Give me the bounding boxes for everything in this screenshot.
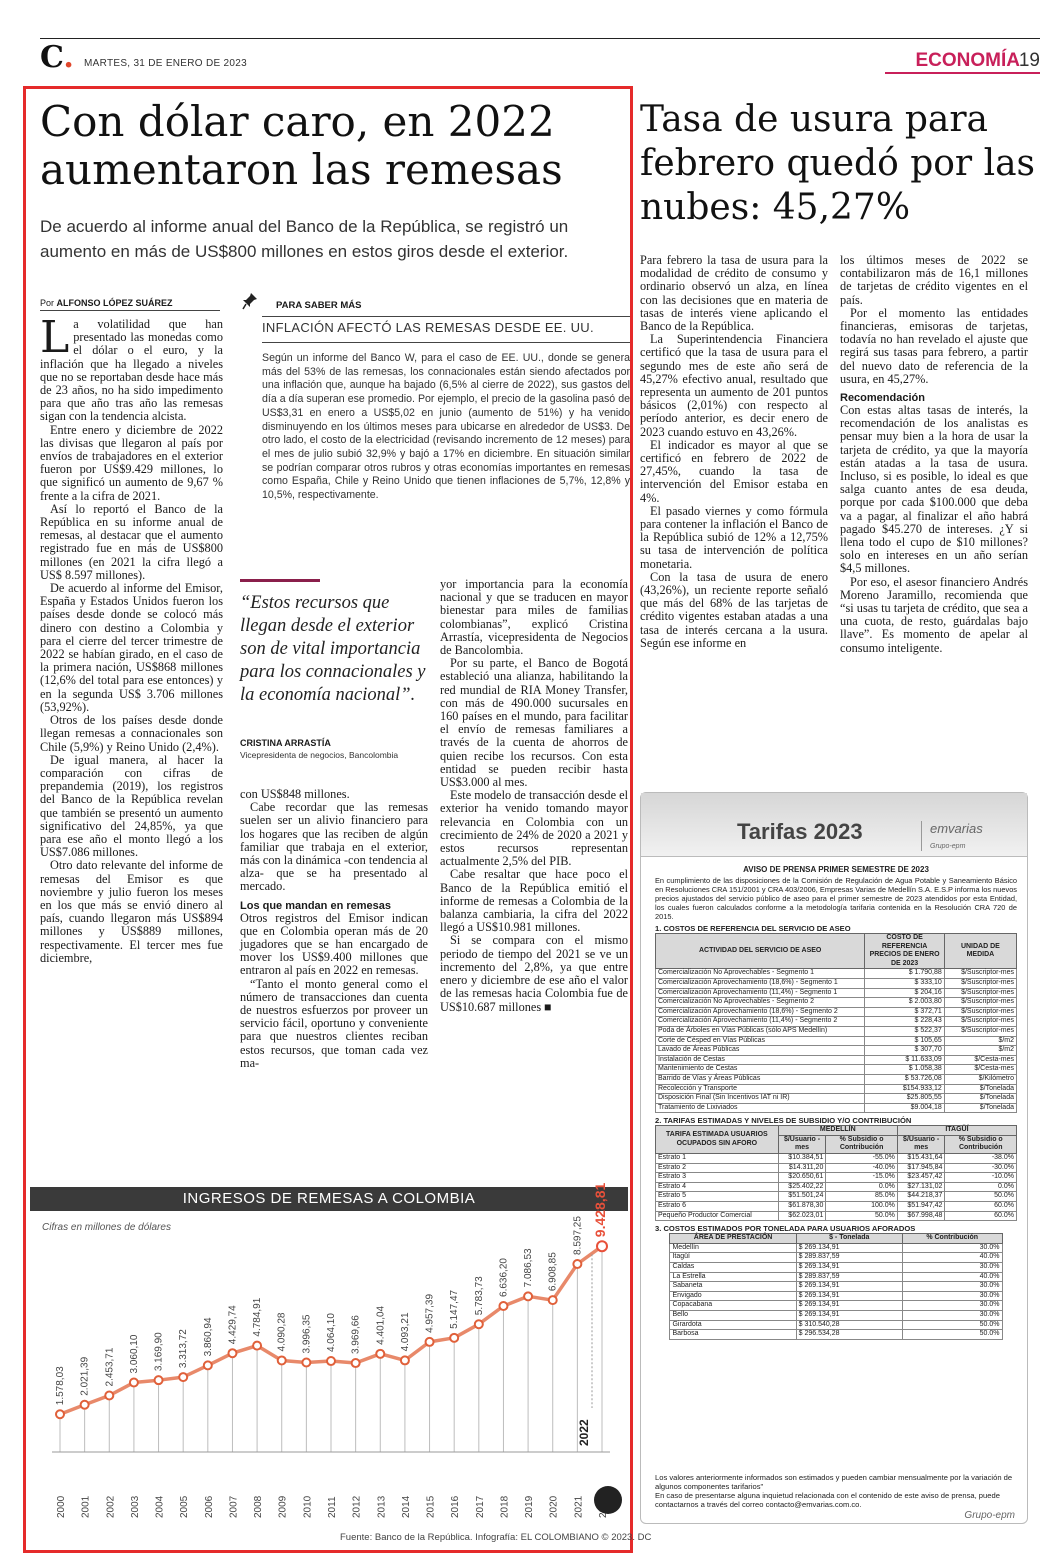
table-cell: -40.0% <box>826 1163 898 1173</box>
table-cell: 40.0% <box>902 1272 1002 1282</box>
table-cell: $25.402,22 <box>778 1182 826 1192</box>
main-column-3: yor importancia para la economía nacional y que se traducen en mayor bienestar para miles de familias colombianas”, explicó Cristina Arrastía, vicepresidenta de Negocios de Bancolombia. Por su parte, el Banco de Bogotá estableció una alianza, habilitando la red mundial de RIA Money Transfer, con más de 490.000 sucursales en 160 países en el mundo, para facilitar el envío de remesas familiares a través de la cuenta de ahorros de quien recibe los recursos. Con esta entidad se pueden recibir hasta US$3.000 al mes. Este modelo de transacción desde el exterior ha venido tomando mayor relevancia en Colombia con un crecimiento de 24% de 2020 a 2021 y estos recursos representan actualmente 2,5% del PIB. Cabe resaltar que hace poco el Banco de la República emitió el informe de remesas a Colombia de la balanza cambiaria, la cifra del 2022 llegó a US$10.981 millones. Si se compara con el mismo periodo de tiempo del 2021 se ve un incremento del 2,8%, ya que entre enero y diciembre de ese año el valor de las remesas hacia Colombia fue de US$10.687 millones ■ <box>440 577 628 1014</box>
table-cell: -55.0% <box>826 1154 898 1164</box>
table-cell: 50.0% <box>826 1211 898 1221</box>
table-row <box>670 1282 1002 1292</box>
main-lead: De acuerdo al informe anual del Banco de la República, se registró un aumento en más de US$800 millones en estos giros desde el exterior. <box>40 217 569 261</box>
data-label: 2.453,71 <box>104 1347 116 1387</box>
table-cell: Pequeño Productor Comercial <box>656 1211 779 1221</box>
quote-author: CRISTINA ARRASTÍA <box>240 738 331 748</box>
table-row <box>656 998 1017 1008</box>
pushpin-icon <box>242 292 258 310</box>
table-cell: -30.0% <box>945 1163 1017 1173</box>
side-column-2: los últimos meses de 2022 se contabilizaron más de 16,1 millones de tarjetas de crédito vigentes en el país. Por el momento las entidades financieras, emisoras de tarjetas, todavía no han revelado el ajuste que regirá sus tasas para febrero, a partir del nuevo dato de referencia de la usura, en 45,27%. Recomendación Con estas altas tasas de interés, la recomendación de los analistas es pensar muy bien a la hora de usar la tarjeta de crédito, ya que la mayoría están atadas a la tasa de usura. Incluso, si es posible, lo ideal es que salga cuanto antes de esa deuda, porque por cada $100.000 que deba va a pagar, al finalizar el año habrá pagado $45.270 de intereses. ¿Y si llena todo el cupo de $10 millones? solo en intereses en un año serían $4,5 millones. Por eso, el asesor financiero Andrés Moreno Jaramillo, recomienda que “si usas tu tarjeta de crédito, que sea a una cuota, de resto, guárdalas bajo llave”. Es momento de apelar al consumo inteligente. <box>840 253 1028 655</box>
table-row <box>656 1103 1017 1113</box>
data-point <box>81 1401 89 1409</box>
data-point <box>475 1320 483 1328</box>
table-cell: Tratamiento de Lixiviados <box>656 1103 865 1113</box>
table-cell: Comercialización No Aprovechables - Segmento 2 <box>656 998 865 1008</box>
chart-subtitle: Cifras en millones de dólares <box>42 1222 171 1233</box>
table-row <box>656 988 1017 998</box>
data-label: 7.086,53 <box>523 1248 535 1288</box>
table-cell: -10.0% <box>945 1173 1017 1183</box>
table-cell: $/Suscriptor-mes <box>944 1007 1016 1017</box>
data-point <box>105 1391 113 1399</box>
data-point <box>573 1260 581 1268</box>
table-cell: Copacabana <box>670 1301 796 1311</box>
ad-section-1-title: 1. COSTOS DE REFERENCIA DEL SERVICIO DE ASEO <box>655 924 851 933</box>
main-headline: Con dólar caro, en 2022 aumentaron las remesas <box>40 97 563 194</box>
x-tick-label: 2003 <box>129 1495 141 1518</box>
table-cell: $61.878,30 <box>778 1202 826 1212</box>
table-cell: Comercialización Aprovechamiento (11,4%) - Segmento 2 <box>656 1017 865 1027</box>
table-cell: Instalación de Cestas <box>656 1055 865 1065</box>
table-cell: $ 522,37 <box>865 1026 944 1036</box>
subhead-recomendacion: Recomendación <box>840 392 925 405</box>
ad-body <box>655 865 1017 1340</box>
table-cell: $ 1.058,38 <box>865 1065 944 1075</box>
info-box-label: PARA SABER MÁS <box>276 300 362 311</box>
table-cell: $/Tonelada <box>944 1094 1016 1104</box>
table-row <box>656 1211 1017 1221</box>
table-row <box>656 1017 1017 1027</box>
data-point <box>401 1356 409 1364</box>
table-cell: $/Kilómetro <box>944 1074 1016 1084</box>
data-label: 4.093,21 <box>399 1312 411 1352</box>
table-cell: 30.0% <box>902 1291 1002 1301</box>
table-row <box>670 1330 1002 1340</box>
table-cell: $ 1.790,88 <box>865 969 944 979</box>
table-cell: $/Suscriptor-mes <box>944 1017 1016 1027</box>
data-point <box>130 1379 138 1387</box>
x-tick-label: 2008 <box>253 1495 265 1518</box>
issue-date: MARTES, 31 DE ENERO DE 2023 <box>84 58 247 69</box>
x-tick-label: 2001 <box>80 1495 92 1518</box>
table-cell: $154.933,12 <box>865 1084 944 1094</box>
x-tick-label: 2020 <box>548 1495 560 1518</box>
table-row <box>656 1074 1017 1084</box>
table-row <box>656 1192 1017 1202</box>
table-cell: 30.0% <box>902 1282 1002 1292</box>
data-label: 2.021,39 <box>79 1356 91 1396</box>
x-tick-label: 2007 <box>228 1495 240 1518</box>
quote-author-role: Vicepresidenta de negocios, Bancolombia <box>240 750 399 760</box>
data-label: 4.957,39 <box>424 1293 436 1333</box>
quote-rule <box>240 579 320 582</box>
table-cell: $ 53.726,08 <box>865 1074 944 1084</box>
table-cell: 0.0% <box>826 1182 898 1192</box>
table-cell: $/Suscriptor-mes <box>944 969 1016 979</box>
x-tick-label: 2017 <box>474 1495 486 1518</box>
chart-title: INGRESOS DE REMESAS A COLOMBIA <box>30 1187 628 1211</box>
table-cell: $ 105,65 <box>865 1036 944 1046</box>
table-cell: $27.131,02 <box>897 1182 945 1192</box>
table-cell: Comercialización No Aprovechables - Segmento 1 <box>656 969 865 979</box>
x-tick-label: 2014 <box>400 1495 412 1518</box>
table-row <box>656 1065 1017 1075</box>
table-row <box>670 1243 1002 1253</box>
table-cell: Bello <box>670 1310 796 1320</box>
table-cell: $51.947,42 <box>897 1202 945 1212</box>
table-cell: $ 204,16 <box>865 988 944 998</box>
table-row <box>656 1202 1017 1212</box>
table-cell: $ 269.134,91 <box>796 1291 902 1301</box>
table-row <box>670 1291 1002 1301</box>
data-point <box>426 1338 434 1346</box>
table-cell: $ 296.534,28 <box>796 1330 902 1340</box>
table-row <box>656 1154 1017 1164</box>
x-tick-label: 2006 <box>203 1495 215 1518</box>
table-cell: Estrato 4 <box>656 1182 779 1192</box>
side-headline: Tasa de usura para febrero quedó por las nubes: 45,27% <box>640 99 1036 228</box>
data-point <box>376 1350 384 1358</box>
table-cell: 30.0% <box>902 1263 1002 1273</box>
data-point <box>597 1241 607 1251</box>
table-cell: 30.0% <box>902 1243 1002 1253</box>
data-label: 4.429,74 <box>227 1305 239 1345</box>
table-cell: 30.0% <box>902 1310 1002 1320</box>
data-label: 4.090,28 <box>276 1312 288 1352</box>
table-cell: Girardota <box>670 1320 796 1330</box>
table-cell: $/Tonelada <box>944 1103 1016 1113</box>
table-row <box>656 1163 1017 1173</box>
x-tick-label: 2016 <box>450 1495 462 1518</box>
x-tick-label: 2015 <box>425 1495 437 1518</box>
data-label: 4.064,10 <box>326 1313 337 1353</box>
pull-quote: “Estos recursos que llegan desde el exterior son de vital importancia para los connacionales y la economía nacional”. <box>240 593 426 705</box>
main-column-2: con US$848 millones. Cabe recordar que las remesas suelen ser un alivio financiero para los hogares que las reciben de algún familiar que trabaja en el exterior, más con la dinámica -con tendencia al alza- que se ha presentado al mercado. Los que mandan en remesas Otros registros del Emisor indican que en Colombia operan más de 20 jugadores que se han encargado de mover los US$9.400 millones que entraron al país en 2022 en remesas. “Tanto el monto general como el número de transacciones dan cuenta de nuestros esfuerzos por proveer un servicio fácil, oportuno y conveniente para que nuestros clientes reciban estos recursos, que toman cada vez ma- <box>240 787 428 1070</box>
table-cell: Recolección y Transporte <box>656 1084 865 1094</box>
main-column-1: La volatilidad que han presentado las monedas como el dólar o el euro, y la inflación que ha llegado a niveles que no se reportaban desde hace más de 23 años, no ha sido impedimento para que año tras año las remesas sigan con la tendencia alcista. Entre enero y diciembre de 2022 las divisas que llegaron al país por envíos de trabajadores en el exterior fueron por US$9.429 millones, lo que significó un aumento de 9,67 % frente a la cifra de 2021. Así lo reportó el Banco de la República en su informe anual de remesas, al destacar que el aumento registrado fue en más de US$800 millones (en 2021 la cifra llegó a US$ 8.597 millones). De acuerdo al informe del Emisor, España y Estados Unidos fueron los países desde donde se colocó más dinero con destino a Colombia y para el cierre del tercer trimestre de 2022 se habían girado, en el caso de la primera nación, US$868 millones (12,6% del total para ese entonces) y en la segunda US$ 3.706 millones (53,92%). Otros de los países desde donde llegan remesas a connacionales son Chile (5,9%) y Reino Unido (2,4%). De igual manera, al hacer la comparación con cifras de prepandemia (2019), los registros del Banco de la República revelan que también se presentó un aumento significativo del 24,85%, ya que para ese año el monto llegó a los US$7.086 millones. Otro dato relevante del informe de remesas del Emisor es que noviembre y julio fueron los meses en los que más se envió dinero al país, cuando llegaron más US$894 millones y US$889 millones, respectivamente. El tercer mes fue diciembre, <box>40 312 223 965</box>
table-cell: Corte de Césped en Vías Públicas <box>656 1036 865 1046</box>
table-cell: $ 333,10 <box>865 978 944 988</box>
data-point <box>228 1349 236 1357</box>
table-cell: 30.0% <box>902 1301 1002 1311</box>
table-cell: 100.0% <box>826 1202 898 1212</box>
table-cell: Medellín <box>670 1243 796 1253</box>
data-label: 9.428,81 <box>592 1182 608 1238</box>
ad-footer: Los valores anteriormente informados son estimados y pueden cambiar mensualmente por la variación de algunos componentes tarifarios" En caso de presentarse alguna inquietud relacionada con el contenido de este aviso de prensa, puede contactarnos a través del correo contacto@emvarias.com.co. <box>655 1473 1013 1509</box>
data-label: 1.578,03 <box>55 1366 66 1406</box>
table-cell: Estrato 6 <box>656 1202 779 1212</box>
highlight-year-label: 2022 <box>577 1419 591 1446</box>
table-row <box>656 1036 1017 1046</box>
group-logo: Grupo-epm <box>964 1510 1015 1521</box>
table-row <box>656 969 1017 979</box>
table-cell: Estrato 3 <box>656 1173 779 1183</box>
table-cell: $ 2.003,80 <box>865 998 944 1008</box>
table-cell: $ 307,70 <box>865 1046 944 1056</box>
ad-intro: En cumplimiento de las disposiciones de la Comisión de Regulación de Agua Potable y Saneamiento Básico en Resoluciones CRA 151/2001 y CRA 403/2006, Empresas Varias de Medellín S.A. E.S.P informa los nuevos precios ajustados del servicio público de aseo para el primer semestre de 2023 atendidos por esta Entidad, los cuales fueron calculados conforme a la metodología tarifaria contenida en la Resolución CRA 720 de 2015. <box>655 876 1017 921</box>
table-cell: $10.384,51 <box>778 1154 826 1164</box>
x-tick-label: 2005 <box>179 1495 191 1518</box>
x-tick-label: 2012 <box>351 1495 363 1518</box>
table-row <box>670 1310 1002 1320</box>
table-cell: Estrato 2 <box>656 1163 779 1173</box>
x-tick-label: 2018 <box>499 1495 511 1518</box>
data-point <box>204 1361 212 1369</box>
table-cell: 50.0% <box>902 1320 1002 1330</box>
ad-section-2-title: 2. TARIFAS ESTIMADAS Y NIVELES DE SUBSIDIO Y/O CONTRIBUCIÓN <box>655 1116 912 1126</box>
table-cell: $ 269.134,91 <box>796 1243 902 1253</box>
table-cell: $ 310.540,28 <box>796 1320 902 1330</box>
table-cell: $23.457,42 <box>897 1173 945 1183</box>
table-cell: $ 269.134,91 <box>796 1263 902 1273</box>
table-cell: $ 269.134,91 <box>796 1310 902 1320</box>
table-row <box>670 1272 1002 1282</box>
x-tick-label: 2013 <box>376 1495 388 1518</box>
info-box-rule-top <box>262 316 630 317</box>
data-point <box>302 1358 310 1366</box>
table-cell: $/Suscriptor-mes <box>944 1026 1016 1036</box>
x-tick-label: 2011 <box>327 1496 338 1518</box>
drop-cap: L <box>40 312 70 363</box>
table-cell: Caldas <box>670 1263 796 1273</box>
x-tick-label: 2002 <box>105 1495 117 1518</box>
data-label: 8.597,25 <box>572 1216 584 1256</box>
table-cell: 40.0% <box>902 1253 1002 1263</box>
table-cell: -15.0% <box>826 1173 898 1183</box>
table-cell: $/Suscriptor-mes <box>944 998 1016 1008</box>
table-cell: $/Cesta-mes <box>944 1065 1016 1075</box>
table-cell: $67.998,48 <box>897 1211 945 1221</box>
table-cell: Estrato 5 <box>656 1192 779 1202</box>
table-cell: $/m2 <box>944 1036 1016 1046</box>
table-cell: $ 269.134,91 <box>796 1301 902 1311</box>
table-row <box>670 1263 1002 1273</box>
subsidy-table: TARIFA ESTIMADA USUARIOS OCUPADOS SIN AFORO MEDELLÍN ITAGÜÍ $/Usuario -mes % Subsidio o Contribución $/Usuario -mes % Subsidio o Contribución Estrato 1 $10.384,51 -55.0% $15.431,64 -38.0% Estrato 2 $14.311,20 -40.0% $17.945,84 -30.0% Estrato 3 $20.650,61 -15.0% $23.457,42 -10.0% Estrato 4 $25.402,22 0.0% $27.131,02 0.0% Estrato 5 $51.501,24 85.0% $44.218,37 50.0% Estrato 6 $61.878,30 100.0% $51.947,42 60.0% Pequeño Productor Comercial $62.023,01 50.0% $67.998,48 60.0% <box>655 1125 1017 1221</box>
table-cell: 85.0% <box>826 1192 898 1202</box>
ad-heading: AVISO DE PRENSA PRIMER SEMESTRE DE 2023 <box>743 865 929 874</box>
table-cell: Lavado de Áreas Públicas <box>656 1046 865 1056</box>
chart-source: Fuente: Banco de la República. Infografía: EL COLOMBIANO © 2023. DC <box>340 1532 652 1543</box>
section-name: ECONOMÍA <box>915 50 1020 71</box>
data-point <box>155 1376 163 1384</box>
data-label: 5.783,73 <box>473 1276 485 1316</box>
x-tick-label: 2004 <box>154 1495 166 1518</box>
top-rule <box>40 38 1040 39</box>
data-label: 6.636,20 <box>498 1258 510 1297</box>
ad-section-3-title: 3. COSTOS ESTIMADOS POR TONELADA PARA USUARIOS AFORADOS <box>655 1224 916 1234</box>
byline-author: ALFONSO LÓPEZ SUÁREZ <box>56 298 173 308</box>
data-label: 6.908,85 <box>547 1252 559 1292</box>
data-point <box>278 1356 286 1364</box>
table-cell: Sabaneta <box>670 1282 796 1292</box>
table-row <box>656 1026 1017 1036</box>
table-cell: Estrato 1 <box>656 1154 779 1164</box>
table-row <box>656 1094 1017 1104</box>
data-label: 4.784,91 <box>252 1297 264 1337</box>
info-box-rule <box>262 342 630 343</box>
table-cell: -38.0% <box>945 1154 1017 1164</box>
table-cell: $ 289.837,59 <box>796 1272 902 1282</box>
table-cell: 0.0% <box>945 1182 1017 1192</box>
table-row <box>656 978 1017 988</box>
data-point <box>179 1373 187 1381</box>
table-cell: Poda de Árboles en Vías Públicas (sólo APS Medellín) <box>656 1026 865 1036</box>
data-label: 3.860,94 <box>202 1317 214 1357</box>
table-row <box>656 1084 1017 1094</box>
info-box-title: INFLACIÓN AFECTÓ LAS REMESAS DESDE EE. UU. <box>262 320 594 335</box>
table-cell: Envigado <box>670 1291 796 1301</box>
table-cell: $ 372,71 <box>865 1007 944 1017</box>
newspaper-logo: C. <box>40 40 74 75</box>
data-label: 3.313,72 <box>178 1329 190 1369</box>
table-cell: $/Suscriptor-mes <box>944 978 1016 988</box>
data-label: 3.996,35 <box>301 1314 313 1354</box>
data-point <box>499 1302 507 1310</box>
data-point <box>56 1410 64 1418</box>
byline-rule <box>40 310 220 311</box>
ad-header <box>641 793 1027 857</box>
side-column-1: Para febrero la tasa de usura para la modalidad de crédito de consumo y ordinario observó un alza, en línea con las decisiones que en materia de tasas de interés viene aplicando el Banco de la República. La Superintendencia Financiera certificó que la tasa de usura para el segundo mes de este año será de 45,27% efectivo anual, resultado que representa un aumento de 201 puntos básicos (2,01%) con respecto al período anterior, es decir enero de 2023 cuando estuvo en 43,26%. El indicador es mayor al que se certificó en febrero de 2022 de 27,45%, cuando la tasa de intervención del Emisor estaba en 4%. El pasado viernes y como fórmula para contener la inflación el Banco de la República subió de 12% a 12,75% su tasa de intervención de política monetaria. Con la tasa de usura de enero (43,26%), un reciente reporte señaló que más del 68% de las tarjetas de crédito vigentes estaban atadas a una tasa de interés cercana a la usura. Según ese informe en <box>640 253 828 650</box>
table-cell: $51.501,24 <box>778 1192 826 1202</box>
data-point <box>327 1357 335 1365</box>
table-cell: 50.0% <box>902 1330 1002 1340</box>
table-cell: Barrido de Vías y Áreas Públicas <box>656 1074 865 1084</box>
table-cell: $/Tonelada <box>944 1084 1016 1094</box>
table-cell: $9.004,18 <box>865 1103 944 1113</box>
table-cell: Mantenimiento de Cestas <box>656 1065 865 1075</box>
table-cell: $/m2 <box>944 1046 1016 1056</box>
x-tick-label: 2000 <box>56 1495 67 1518</box>
table-row <box>670 1253 1002 1263</box>
table-row <box>656 1182 1017 1192</box>
table-row <box>656 1046 1017 1056</box>
table-row <box>670 1301 1002 1311</box>
data-label: 3.969,66 <box>350 1315 362 1355</box>
table-cell: $15.431,64 <box>897 1154 945 1164</box>
table-cell: 50.0% <box>945 1192 1017 1202</box>
table-cell: $25.805,55 <box>865 1094 944 1104</box>
chart-logo <box>594 1486 622 1514</box>
byline: Por ALFONSO LÓPEZ SUÁREZ <box>40 298 173 308</box>
table-cell: La Estrella <box>670 1272 796 1282</box>
ad-title: Tarifas 2023 <box>737 819 863 844</box>
table-cell: Comercialización Aprovechamiento (18,6%) - Segmento 2 <box>656 1007 865 1017</box>
table-cell: $ 11.633,09 <box>865 1055 944 1065</box>
data-point <box>450 1334 458 1342</box>
data-label: 5.147,47 <box>449 1289 461 1329</box>
table-cell: $20.650,61 <box>778 1173 826 1183</box>
x-tick-label: 2010 <box>302 1495 314 1518</box>
table-cell: $/Suscriptor-mes <box>944 988 1016 998</box>
table-cell: $62.023,01 <box>778 1211 826 1221</box>
x-tick-label: 2009 <box>277 1495 289 1518</box>
cost-reference-table: ACTIVIDAD DEL SERVICIO DE ASEO COSTO DE REFERENCIA PRECIOS DE ENERO DE 2023 UNIDAD DE MEDIDA Comercialización No Aprovechables - Segmento 1 $ 1.790,88 $/Suscriptor-mes Comercialización Aprovechamiento (18,6%) - Segmento 1 $ 333,10 $/Suscriptor-mes Comercialización Aprovechamiento (11,4%) - Segmento 1 $ 204,16 $/Suscriptor-mes Comercialización No Aprovechables - Segmento 2 $ 2.003,80 $/Suscriptor-mes Comercialización Aprovechamiento (18,6%) - Segmento 2 $ 372,71 $/Suscriptor-mes Comercialización Aprovechamiento (11,4%) - Segmento 2 $ 228,43 $/Suscriptor-mes Poda de Árboles en Vías Públicas (sólo APS Medellín) $ 522,37 $/Suscriptor-mes Corte de Césped en Vías Públicas $ 105,65 $/m2 Lavado de Áreas Públicas $ 307,70 $/m2 Instalación de Cestas $ 11.633,09 $/Cesta-mes Mantenimiento de Cestas $ 1.058,38 $/Cesta-mes Barrido de Vías y Áreas Públicas $ 53.726,08 $/Kilómetro Recolección y Transporte $154.933,12 $/Tonelada Disposición Final (Sin Incentivos IAT ni IR) $25.805,55 $/Tonelada Tratamiento de Lixiviados $9.004,18 $/Tonelada <box>655 933 1017 1113</box>
section-rule <box>885 72 1040 74</box>
table-cell: Barbosa <box>670 1330 796 1340</box>
table-cell: $ 269.134,91 <box>796 1282 902 1292</box>
table-cell: Comercialización Aprovechamiento (11,4%) - Segmento 1 <box>656 988 865 998</box>
table-cell: $44.218,37 <box>897 1192 945 1202</box>
brand-logo: emvarias Grupo-epm <box>921 821 983 851</box>
x-tick-label: 2021 <box>573 1495 585 1518</box>
table-row <box>656 1173 1017 1183</box>
data-label: 4.401,04 <box>375 1305 387 1345</box>
table-cell: Itagüí <box>670 1253 796 1263</box>
data-label: 3.169,90 <box>153 1332 165 1372</box>
table-row <box>656 1007 1017 1017</box>
tariff-advertisement <box>640 792 1028 1524</box>
subhead-remesas: Los que mandan en remesas <box>240 899 391 912</box>
table-cell: $17.945,84 <box>897 1163 945 1173</box>
data-point <box>549 1296 557 1304</box>
table-cell: $ 228,43 <box>865 1017 944 1027</box>
table-cell: 60.0% <box>945 1211 1017 1221</box>
table-cell: Disposición Final (Sin Incentivos IAT ni IR) <box>656 1094 865 1104</box>
page-number: 19 <box>1018 50 1040 71</box>
table-cell: $ 289.837,59 <box>796 1253 902 1263</box>
table-row <box>670 1320 1002 1330</box>
table-cell: $14.311,20 <box>778 1163 826 1173</box>
table-cell: $/Cesta-mes <box>944 1055 1016 1065</box>
x-tick-label: 2019 <box>524 1495 536 1518</box>
info-box-text: Según un informe del Banco W, para el caso de EE. UU., donde se genera más del 53% de las remesas, los connacionales están siendo afectados por una inflación que, aunque ha bajado (6,5% al cierre de 2022), sus gastos del día a día superan ese promedio. Por ejemplo, el precio de la gasolina pasó de US$3,31 en enero a US$5,02 en junio (aumento de 51%) y ha venido disminuyendo en los últimos meses para ubicarse en alrededor de US$3. De otro lado, el costo de la electricidad (revisando incremento de 12 meses) para el mes de julio subió 32,9% y bajó a 17% en diciembre. En situación similar se podrían comparar otros rubros y otras economías importantes en remesas como España, Chile y Reino Unido que tienen inflaciones de 5,7%, 12,8% y 10,5%, respectivamente. <box>262 352 630 502</box>
table-cell: 60.0% <box>945 1202 1017 1212</box>
data-point <box>524 1292 532 1300</box>
tonnage-cost-table: ÁREA DE PRESTACIÓN $ - Tonelada % Contribución Medellín $ 269.134,91 30.0% Itagüí $ 289.837,59 40.0% Caldas $ 269.134,91 30.0% La Estrella $ 289.837,59 40.0% Sabaneta $ 269.134,91 30.0% Envigado $ 269.134,91 30.0% Copacabana $ 269.134,91 30.0% Bello $ 269.134,91 30.0% Girardota $ 310.540,28 50.0% Barbosa $ 296.534,28 50.0% <box>669 1233 1002 1340</box>
data-label: 3.060,10 <box>128 1334 140 1374</box>
table-row <box>656 1055 1017 1065</box>
table-cell: Comercialización Aprovechamiento (18,6%) - Segmento 1 <box>656 978 865 988</box>
data-point <box>352 1359 360 1367</box>
data-point <box>253 1342 261 1350</box>
